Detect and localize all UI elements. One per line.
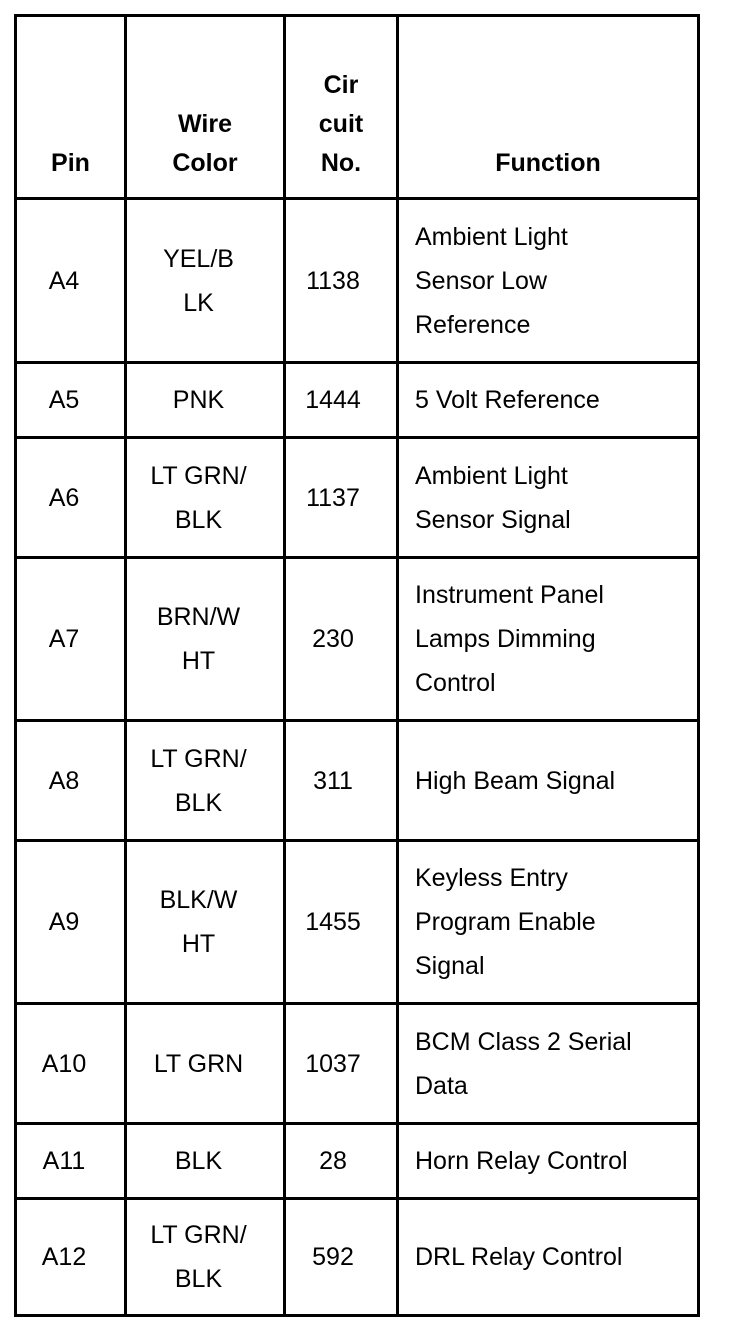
cell-function: DRL Relay Control <box>415 1243 623 1271</box>
header-wire-color: Wire Color <box>172 110 238 177</box>
cell-pin: A6 <box>48 483 80 512</box>
cell-function: Horn Relay Control <box>415 1147 628 1175</box>
cell-function: Ambient Light Sensor Signal <box>415 461 571 534</box>
cell-wire-color: LT GRN/ BLK <box>150 461 247 534</box>
cell-function: High Beam Signal <box>415 766 616 795</box>
cell-pin: A8 <box>48 766 80 795</box>
cell-function: BCM Class 2 Serial Data <box>415 1027 632 1100</box>
cell-pin: A9 <box>48 908 80 936</box>
cell-pin: A5 <box>48 386 80 414</box>
cell-function: Keyless Entry Program Enable Signal <box>415 864 596 980</box>
cell-wire-color: BLK <box>174 1147 223 1175</box>
cell-circuit: 1138 <box>306 266 360 295</box>
cell-wire-color: BLK/W HT <box>159 886 238 958</box>
cell-wire-color: LT GRN <box>153 1049 244 1078</box>
cell-circuit: 592 <box>312 1243 354 1271</box>
cell-pin: A7 <box>48 625 80 653</box>
cell-circuit: 1444 <box>305 386 361 414</box>
cell-circuit: 230 <box>312 625 354 653</box>
table-border-bottom <box>14 1314 700 1317</box>
cell-pin: A12 <box>41 1243 87 1271</box>
header-circuit-no: Cir cuit No. <box>318 71 364 177</box>
cell-wire-color: YEL/B LK <box>163 244 234 317</box>
cell-circuit: 1137 <box>306 483 360 512</box>
cell-pin: A11 <box>42 1147 86 1175</box>
cell-wire-color: LT GRN/ BLK <box>150 1221 247 1293</box>
cell-wire-color: PNK <box>172 386 225 414</box>
cell-circuit: 28 <box>319 1147 347 1175</box>
cell-function: Ambient Light Sensor Low Reference <box>415 222 568 339</box>
header-function: Function <box>495 149 601 177</box>
header-pin: Pin <box>51 149 90 177</box>
cell-circuit: 1455 <box>305 908 361 936</box>
cell-wire-color: LT GRN/ BLK <box>150 744 247 817</box>
cell-wire-color: BRN/W HT <box>156 603 241 675</box>
cell-function: Instrument Panel Lamps Dimming Control <box>415 581 604 697</box>
cell-pin: A10 <box>41 1049 87 1078</box>
cell-circuit: 311 <box>313 766 353 795</box>
cell-pin: A4 <box>48 266 80 295</box>
cell-circuit: 1037 <box>305 1049 361 1078</box>
cell-function: 5 Volt Reference <box>415 386 600 414</box>
